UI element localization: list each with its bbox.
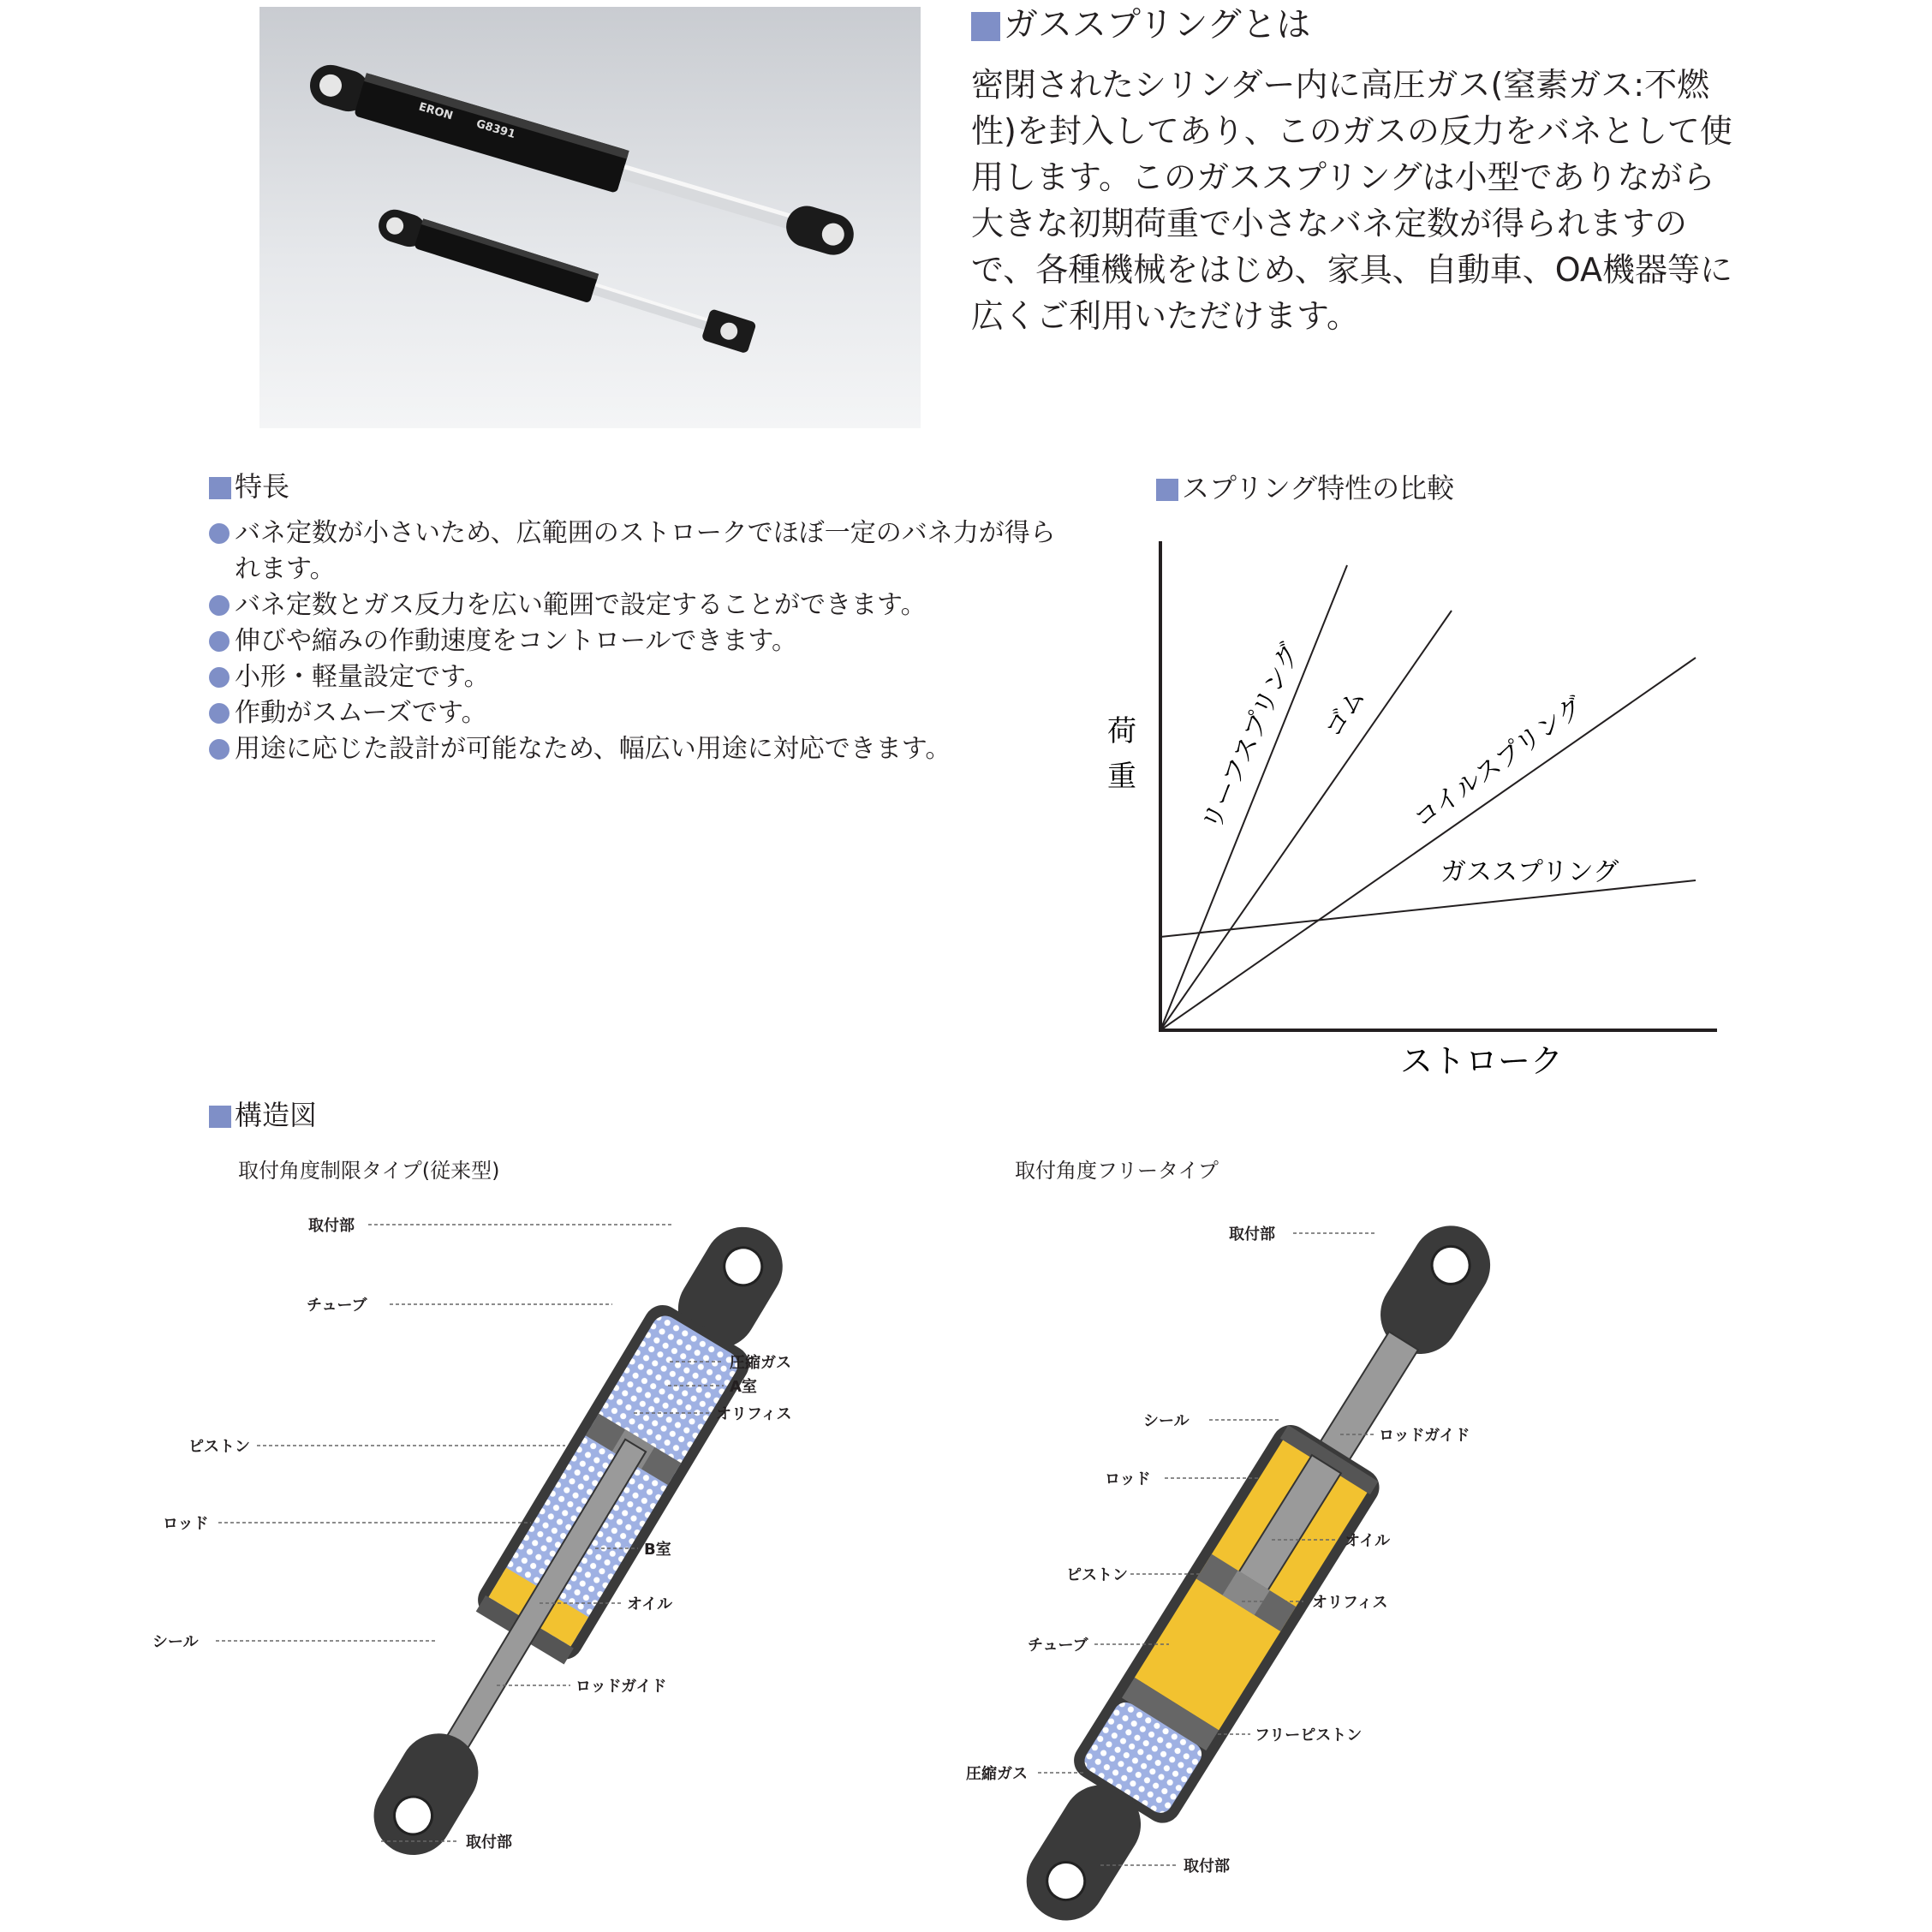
label-rod: ロッド [163, 1515, 209, 1533]
label-gas: 圧縮ガス [730, 1354, 791, 1372]
y-axis-label-char-2: 重 [1107, 760, 1136, 794]
left-structure-diagram [152, 1165, 839, 1932]
label-free-piston: フリーピストン [1255, 1726, 1363, 1744]
list-item: 用途に応じた設計が可能なため、幅広い用途に対応できます。 [209, 731, 1057, 767]
series-label-gas: ガススプリング [1440, 857, 1619, 887]
structure-title: 構造図 [209, 1098, 317, 1132]
label-gas: 圧縮ガス [966, 1765, 1028, 1783]
label-seal: シール [152, 1633, 199, 1651]
circle-bullet-icon [209, 523, 230, 544]
intro-text: 密閉されたシリンダー内に高圧ガス(窒素ガス:不燃性)を封入してあり、このガスの反力をバネとして使用します。このガススプリングは小型でありながら大きな初期荷重で小さなバネ定数が得られますので、各種機械をはじめ、家具、自動車、OA機器等に広くご利用いただけます。 [971, 66, 1732, 335]
label-mount-top: 取付部 [1229, 1225, 1275, 1243]
label-oil: オイル [627, 1595, 673, 1613]
circle-bullet-icon [209, 595, 230, 616]
label-orifice: オリフィス [716, 1405, 792, 1423]
features-title: 特長 [209, 469, 289, 504]
coil-spring-line [1160, 658, 1696, 1030]
label-mount-bottom: 取付部 [1184, 1857, 1230, 1875]
label-mount-bottom: 取付部 [466, 1834, 512, 1852]
label-rod-guide: ロッドガイド [1379, 1427, 1470, 1445]
gas-spring-photo-graphic [259, 7, 921, 428]
photo-model-label: G8391 [474, 117, 517, 142]
intro-title: ガススプリングとは [971, 3, 1310, 46]
label-room-a: A室 [730, 1378, 757, 1396]
label-seal: シール [1143, 1412, 1190, 1430]
series-label-leaf: リーフスプリング [1196, 638, 1307, 836]
series-label-rubber: ゴム [1318, 683, 1373, 743]
x-axis-label: ストローク [1399, 1042, 1564, 1080]
rod-exposed [1316, 1332, 1418, 1466]
circle-bullet-icon [209, 667, 230, 688]
right-structure-diagram [966, 1165, 1584, 1932]
label-tube: チューブ [307, 1297, 367, 1315]
right-diagram-caption: 取付角度フリータイプ [1015, 1159, 1219, 1183]
list-item: 作動がスムーズです。 [209, 695, 1057, 731]
leaf-spring-line [1160, 565, 1347, 1030]
label-tube: チューブ [1028, 1637, 1088, 1655]
square-bullet-icon [971, 12, 1000, 41]
label-room-b: B室 [644, 1541, 671, 1559]
spring-comparison-diagram [1088, 514, 1738, 1088]
square-bullet-icon [209, 1106, 231, 1128]
circle-bullet-icon [209, 631, 230, 652]
label-mount-top: 取付部 [308, 1217, 355, 1235]
circle-bullet-icon [209, 739, 230, 760]
list-item: 小形・軽量設定です。 [209, 659, 1057, 695]
features-list [209, 516, 1057, 767]
circle-bullet-icon [209, 703, 230, 724]
label-piston: ピストン [1066, 1566, 1128, 1584]
label-rod-guide: ロッドガイド [575, 1678, 667, 1696]
photo-brand-label: ERON [417, 100, 455, 123]
label-piston: ピストン [188, 1438, 250, 1456]
series-label-coil: コイルスプリング [1408, 691, 1589, 835]
y-axis-label-char-1: 荷 [1107, 714, 1136, 748]
square-bullet-icon [1156, 479, 1178, 501]
product-photo [259, 7, 921, 428]
left-diagram-caption: 取付角度制限タイプ(従来型) [238, 1159, 500, 1183]
gas-spring-line [1160, 880, 1696, 937]
list-item: バネ定数が小さいため、広範囲のストロークでほぼ一定のバネ力が得られます。 [209, 516, 1057, 587]
label-orifice: オリフィス [1312, 1594, 1388, 1612]
list-item: バネ定数とガス反力を広い範囲で設定することができます。 [209, 587, 1057, 623]
label-rod: ロッド [1105, 1470, 1151, 1488]
comparison-title: スプリング特性の比較 [1156, 471, 1454, 505]
list-item: 伸びや縮みの作動速度をコントロールできます。 [209, 623, 1057, 659]
square-bullet-icon [209, 477, 231, 499]
label-oil: オイル [1345, 1532, 1391, 1550]
